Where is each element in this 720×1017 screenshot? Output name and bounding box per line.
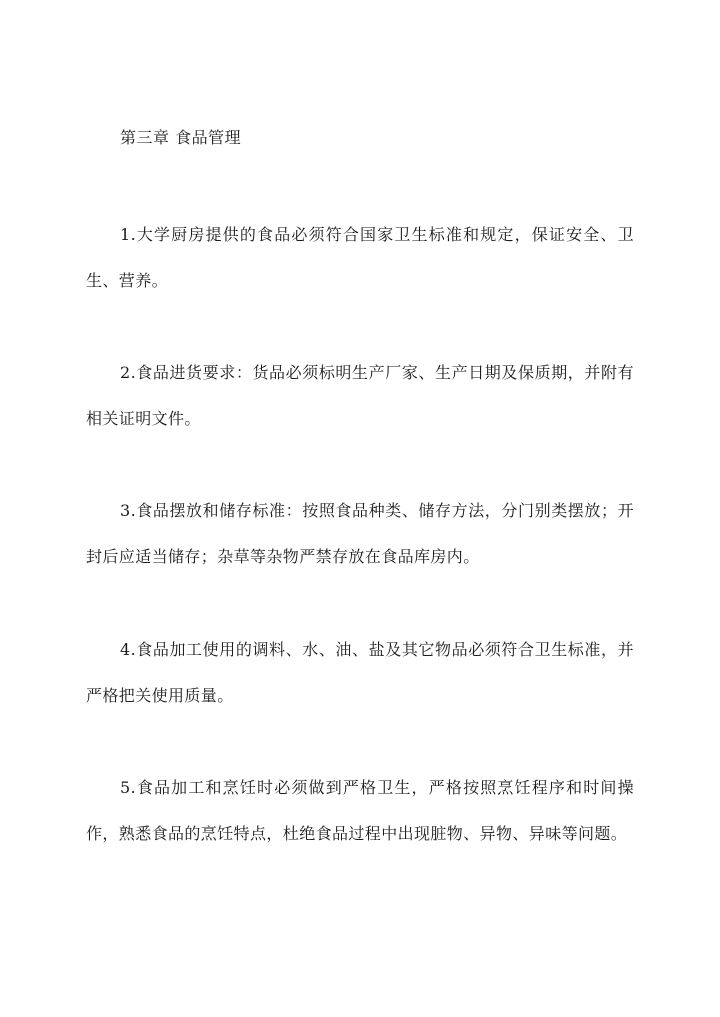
chapter-title: 第三章 食品管理 (120, 128, 242, 147)
paragraph-5: 5.食品加工和烹饪时必须做到严格卫生，严格按照烹饪程序和时间操作，熟悉食品的烹饪特点，杜绝食品过程中出现脏物、异物、异味等问题。 (86, 778, 634, 843)
paragraph-4: 4.食品加工使用的调料、水、油、盐及其它物品必须符合卫生标准，并严格把关使用质量。 (86, 640, 634, 705)
paragraph-1: 1.大学厨房提供的食品必须符合国家卫生标准和规定，保证安全、卫生、营养。 (86, 225, 634, 290)
paragraph-3: 3.食品摆放和储存标准：按照食品种类、储存方法，分门别类摆放；开封后应适当储存；杂草等杂物严禁存放在食品库房内。 (86, 501, 634, 566)
paragraph-2: 2.食品进货要求：货品必须标明生产厂家、生产日期及保质期，并附有相关证明文件。 (86, 363, 634, 428)
